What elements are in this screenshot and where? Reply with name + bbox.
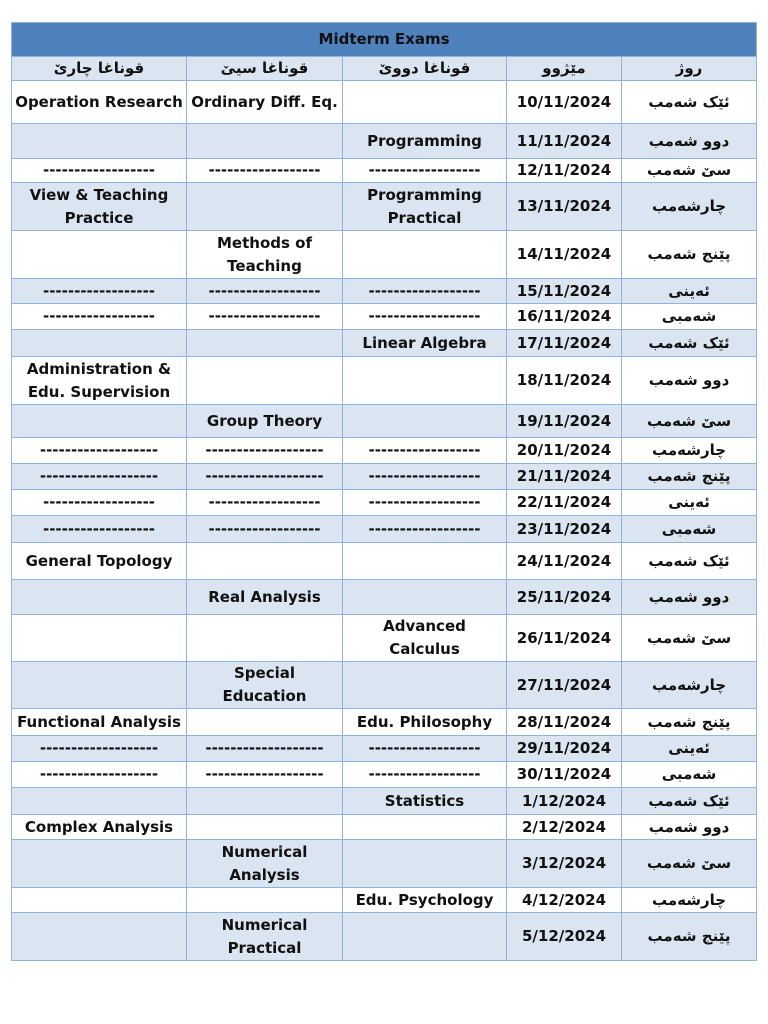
cell-date: 11/11/2024 <box>507 124 622 159</box>
cell-date: 1/12/2024 <box>507 788 622 815</box>
header-stage2: قوناغا دووێ <box>343 57 507 81</box>
table-row <box>12 464 757 490</box>
cell-day: سێ شەمب <box>622 159 757 183</box>
table-row <box>12 662 757 709</box>
cell-stage2: ------------------ <box>343 304 507 330</box>
cell-date: 16/11/2024 <box>507 304 622 330</box>
cell-stage2 <box>343 357 507 405</box>
cell-stage2: ------------------ <box>343 438 507 464</box>
cell-stage3: Methods of Teaching <box>187 231 343 279</box>
table-row <box>12 543 757 580</box>
cell-stage2: ------------------ <box>343 762 507 788</box>
table-row <box>12 615 757 662</box>
cell-stage2: Linear Algebra <box>343 330 507 357</box>
cell-stage2: ------------------ <box>343 279 507 304</box>
cell-day: ئەینی <box>622 736 757 762</box>
cell-stage4 <box>12 405 187 438</box>
cell-stage3 <box>187 183 343 231</box>
cell-date: 24/11/2024 <box>507 543 622 580</box>
table-row <box>12 438 757 464</box>
cell-stage4 <box>12 913 187 961</box>
table-header-row <box>12 57 757 81</box>
table-row <box>12 357 757 405</box>
cell-day: پێنج شەمب <box>622 913 757 961</box>
cell-date: 22/11/2024 <box>507 490 622 516</box>
cell-stage4 <box>12 580 187 615</box>
table-row <box>12 913 757 961</box>
cell-day: چارشەمب <box>622 662 757 709</box>
cell-date: 13/11/2024 <box>507 183 622 231</box>
cell-stage3 <box>187 615 343 662</box>
cell-day: ئێک شەمب <box>622 788 757 815</box>
cell-day: ئێک شەمب <box>622 543 757 580</box>
cell-day: سێ شەمب <box>622 615 757 662</box>
cell-day: ئەینی <box>622 279 757 304</box>
page-title: Midterm Exams <box>12 23 757 57</box>
cell-stage3 <box>187 788 343 815</box>
cell-stage3: ------------------ <box>187 490 343 516</box>
cell-stage4: ------------------- <box>12 736 187 762</box>
cell-stage4 <box>12 788 187 815</box>
cell-day: شەمبی <box>622 516 757 543</box>
cell-stage2 <box>343 81 507 124</box>
table-row <box>12 183 757 231</box>
cell-stage4 <box>12 124 187 159</box>
cell-stage3: Ordinary Diff. Eq. <box>187 81 343 124</box>
cell-day: چارشەمب <box>622 888 757 913</box>
table-row <box>12 736 757 762</box>
cell-stage4: ------------------ <box>12 490 187 516</box>
cell-stage3 <box>187 124 343 159</box>
cell-stage4: ------------------- <box>12 762 187 788</box>
cell-stage2 <box>343 543 507 580</box>
cell-day: چارشەمب <box>622 438 757 464</box>
table-row <box>12 888 757 913</box>
cell-stage4 <box>12 888 187 913</box>
cell-stage4: ------------------ <box>12 279 187 304</box>
cell-stage3: ------------------- <box>187 736 343 762</box>
cell-day: دوو شەمب <box>622 357 757 405</box>
cell-stage2: ------------------ <box>343 490 507 516</box>
cell-date: 12/11/2024 <box>507 159 622 183</box>
cell-stage3: ------------------- <box>187 762 343 788</box>
header-day: روژ <box>622 57 757 81</box>
table-row <box>12 516 757 543</box>
cell-stage3 <box>187 543 343 580</box>
cell-stage4 <box>12 231 187 279</box>
cell-date: 10/11/2024 <box>507 81 622 124</box>
cell-date: 27/11/2024 <box>507 662 622 709</box>
cell-date: 19/11/2024 <box>507 405 622 438</box>
cell-stage2: ------------------ <box>343 159 507 183</box>
cell-stage4 <box>12 615 187 662</box>
header-date: مێژوو <box>507 57 622 81</box>
cell-stage3 <box>187 709 343 736</box>
cell-date: 29/11/2024 <box>507 736 622 762</box>
cell-day: شەمبی <box>622 304 757 330</box>
cell-stage3: Numerical Analysis <box>187 840 343 888</box>
cell-stage3 <box>187 357 343 405</box>
cell-stage3: Group Theory <box>187 405 343 438</box>
table-row <box>12 159 757 183</box>
cell-stage4: ------------------ <box>12 516 187 543</box>
cell-stage4: Administration & Edu. Supervision <box>12 357 187 405</box>
cell-stage2: ------------------ <box>343 516 507 543</box>
cell-day: پێنج شەمب <box>622 231 757 279</box>
cell-date: 26/11/2024 <box>507 615 622 662</box>
cell-stage2 <box>343 231 507 279</box>
cell-date: 28/11/2024 <box>507 709 622 736</box>
cell-stage4: Functional Analysis <box>12 709 187 736</box>
cell-date: 5/12/2024 <box>507 913 622 961</box>
header-stage4: قوناغا چارێ <box>12 57 187 81</box>
cell-stage3: ------------------ <box>187 159 343 183</box>
cell-stage4: Operation Research <box>12 81 187 124</box>
cell-date: 21/11/2024 <box>507 464 622 490</box>
table-row <box>12 788 757 815</box>
cell-day: ئێک شەمب <box>622 330 757 357</box>
cell-date: 25/11/2024 <box>507 580 622 615</box>
table-row <box>12 840 757 888</box>
cell-stage2 <box>343 405 507 438</box>
cell-day: شەمبی <box>622 762 757 788</box>
header-stage3: قوناغا سيێ <box>187 57 343 81</box>
cell-stage3: ------------------- <box>187 438 343 464</box>
table-row <box>12 330 757 357</box>
cell-day: پێنج شەمب <box>622 709 757 736</box>
cell-stage2: Programming <box>343 124 507 159</box>
cell-stage3: ------------------ <box>187 279 343 304</box>
cell-stage4: ------------------ <box>12 304 187 330</box>
cell-stage2 <box>343 913 507 961</box>
cell-stage2: ------------------ <box>343 736 507 762</box>
cell-date: 15/11/2024 <box>507 279 622 304</box>
cell-date: 30/11/2024 <box>507 762 622 788</box>
cell-stage2 <box>343 662 507 709</box>
cell-stage2: Advanced Calculus <box>343 615 507 662</box>
table-row <box>12 709 757 736</box>
table-row <box>12 762 757 788</box>
cell-stage3: ------------------ <box>187 516 343 543</box>
cell-date: 14/11/2024 <box>507 231 622 279</box>
cell-stage4 <box>12 662 187 709</box>
cell-stage3 <box>187 888 343 913</box>
table-row <box>12 580 757 615</box>
cell-day: سێ شەمب <box>622 405 757 438</box>
cell-stage3: ------------------- <box>187 464 343 490</box>
cell-stage2 <box>343 840 507 888</box>
table-row <box>12 279 757 304</box>
table-row <box>12 124 757 159</box>
cell-stage4 <box>12 330 187 357</box>
cell-stage4: General Topology <box>12 543 187 580</box>
cell-day: چارشەمب <box>622 183 757 231</box>
cell-day: سێ شەمب <box>622 840 757 888</box>
cell-date: 2/12/2024 <box>507 815 622 840</box>
cell-date: 3/12/2024 <box>507 840 622 888</box>
cell-stage2 <box>343 580 507 615</box>
cell-date: 23/11/2024 <box>507 516 622 543</box>
cell-stage3: ------------------ <box>187 304 343 330</box>
cell-stage4: ------------------- <box>12 438 187 464</box>
cell-stage3: Real Analysis <box>187 580 343 615</box>
cell-stage4: ------------------ <box>12 159 187 183</box>
cell-day: پێنج شەمب <box>622 464 757 490</box>
cell-day: دوو شەمب <box>622 815 757 840</box>
cell-stage2: Edu. Psychology <box>343 888 507 913</box>
cell-stage2 <box>343 815 507 840</box>
cell-stage4: View & Teaching Practice <box>12 183 187 231</box>
cell-date: 4/12/2024 <box>507 888 622 913</box>
cell-stage4 <box>12 840 187 888</box>
cell-stage4: Complex Analysis <box>12 815 187 840</box>
table-row <box>12 231 757 279</box>
cell-stage3 <box>187 330 343 357</box>
schedule-body <box>12 81 757 961</box>
cell-stage2: ------------------ <box>343 464 507 490</box>
cell-stage2: Edu. Philosophy <box>343 709 507 736</box>
cell-day: دوو شەمب <box>622 580 757 615</box>
cell-date: 18/11/2024 <box>507 357 622 405</box>
table-row <box>12 81 757 124</box>
cell-stage3 <box>187 815 343 840</box>
cell-stage3: Numerical Practical <box>187 913 343 961</box>
cell-day: ئێک شەمب <box>622 81 757 124</box>
midterm-schedule-table <box>11 22 757 961</box>
cell-stage3: Special Education <box>187 662 343 709</box>
cell-date: 20/11/2024 <box>507 438 622 464</box>
table-row <box>12 304 757 330</box>
cell-date: 17/11/2024 <box>507 330 622 357</box>
cell-stage4: ------------------- <box>12 464 187 490</box>
cell-day: دوو شەمب <box>622 124 757 159</box>
cell-stage2: Statistics <box>343 788 507 815</box>
table-row <box>12 815 757 840</box>
cell-day: ئەینی <box>622 490 757 516</box>
table-row <box>12 405 757 438</box>
cell-stage2: Programming Practical <box>343 183 507 231</box>
table-row <box>12 490 757 516</box>
